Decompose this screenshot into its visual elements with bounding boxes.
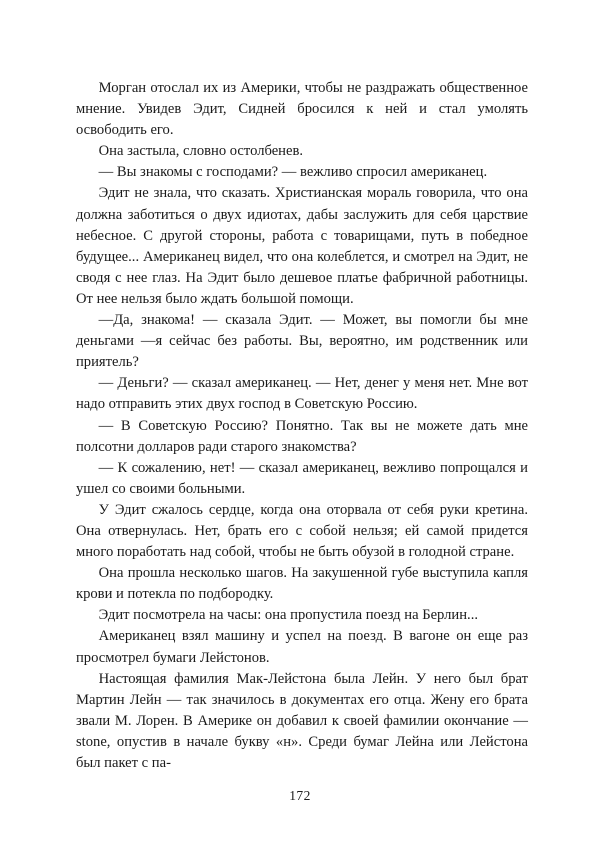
paragraph: — В Советскую Россию? Понятно. Так вы не можете дать мне полсотни долларов ради старого знакомства?	[76, 417, 528, 455]
page-text-column	[76, 78, 528, 774]
paragraph: —Да, знакома! — сказала Эдит. — Может, вы помогли бы мне деньгами —я сейчас без работы. Вы, вероятно, им родственник или приятель?	[76, 312, 528, 371]
paragraph: — Деньги? — сказал американец. — Нет, денег у меня нет. Мне вот надо отправить этих двух господ в Советскую Россию.	[76, 375, 528, 413]
paragraph: Эдит не знала, что сказать. Христианская мораль говорила, что она должна заботиться о двух идиотах, дабы заслужить для себя царствие небесное. С другой стороны, работа с товарищами, путь в победное будущее... Американец видел, что она колеблется, и смотрел на Эдит, не сводя с нее глаз. На Эдит было дешевое платье фабричной работницы. От нее нельзя было ждать большой помощи.	[76, 185, 528, 307]
paragraph: Морган отослал их из Америки, чтобы не раздражать общественное мнение. Увидев Эдит, Сидней бросился к ней и стал умолять освободить его.	[76, 80, 528, 139]
paragraph: Американец взял машину и успел на поезд. В вагоне он еще раз просмотрел бумаги Лейстонов.	[76, 628, 528, 666]
paragraph: Она застыла, словно остолбенев.	[98, 143, 304, 160]
page-number: 172	[289, 788, 311, 803]
paragraph: — Вы знакомы с господами? — вежливо спросил американец.	[98, 164, 488, 181]
paragraph: У Эдит сжалось сердце, когда она оторвала от себя руки кретина. Она отвернулась. Нет, брать его с собой нельзя; ей самой придется много поработать над собой, чтобы не быть обузой в голодной стране.	[76, 501, 528, 561]
paragraph: Она прошла несколько шагов. На закушенной губе выступила капля крови и потекла по подбородку.	[76, 565, 528, 603]
paragraph: Эдит посмотрела на часы: она пропустила поезд на Берлин...	[98, 607, 478, 624]
paragraph: — К сожалению, нет! — сказал американец, вежливо попрощался и ушел со своими больными.	[76, 459, 528, 497]
paragraph: Настоящая фамилия Мак-Лейстона была Лейн. У него был брат Мартин Лейн — так значилось в документах его отца. Жену его брата звали М. Лорен. В Америке он добавил к своей фамилии окончание —stone, опустив в начале букву «н». Среди бумаг Лейна или Лейстона был пакет с па-	[76, 670, 528, 771]
